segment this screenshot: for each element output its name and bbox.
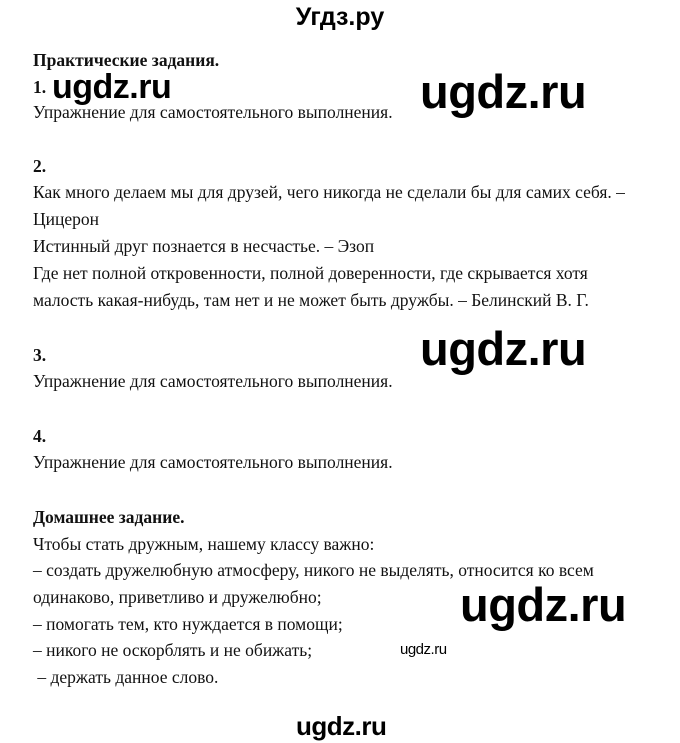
homework-line: Чтобы стать дружным, нашему классу важно: <box>33 534 375 554</box>
section-heading-practical: Практические задания. <box>33 50 220 70</box>
homework-line: – держать данное слово. <box>33 667 219 687</box>
homework-line: – никого не оскорблять и не обижать; <box>33 640 313 660</box>
task-text: малость какая-нибудь, там нет и не может быть дружбы. – Белинский В. Г. <box>33 290 589 310</box>
task-text: Где нет полной откровенности, полной доверенности, где скрывается хотя <box>33 263 588 283</box>
section-heading-homework: Домашнее задание. <box>33 507 185 527</box>
task-number: 3. <box>33 345 47 365</box>
homework-line: – помогать тем, кто нуждается в помощи; <box>33 614 343 634</box>
task-text: Как много делаем мы для друзей, чего никогда не сделали бы для самих себя. – <box>33 182 625 202</box>
watermark: ugdz.ru <box>420 322 587 375</box>
task-number: 4. <box>33 426 47 446</box>
task-text: Упражнение для самостоятельного выполнения. <box>33 371 393 391</box>
watermark: ugdz.ru <box>420 65 587 118</box>
task-number: 2. <box>33 156 47 176</box>
watermark: ugdz.ru <box>52 68 172 106</box>
task-text: Упражнение для самостоятельного выполнения. <box>33 102 393 122</box>
site-header-title: Угдз.ру <box>295 3 385 31</box>
watermark: ugdz.ru <box>460 578 627 631</box>
watermark: ugdz.ru <box>296 711 387 741</box>
task-number: 1. <box>33 77 47 97</box>
task-text: Цицерон <box>33 209 100 229</box>
homework-line: – создать дружелюбную атмосферу, никого не выделять, относится ко всем <box>33 560 594 580</box>
task-text: Истинный друг познается в несчастье. – Эзоп <box>33 236 375 256</box>
watermark: ugdz.ru <box>400 641 447 658</box>
homework-line: одинаково, приветливо и дружелюбно; <box>33 587 322 607</box>
task-text: Упражнение для самостоятельного выполнения. <box>33 452 393 472</box>
